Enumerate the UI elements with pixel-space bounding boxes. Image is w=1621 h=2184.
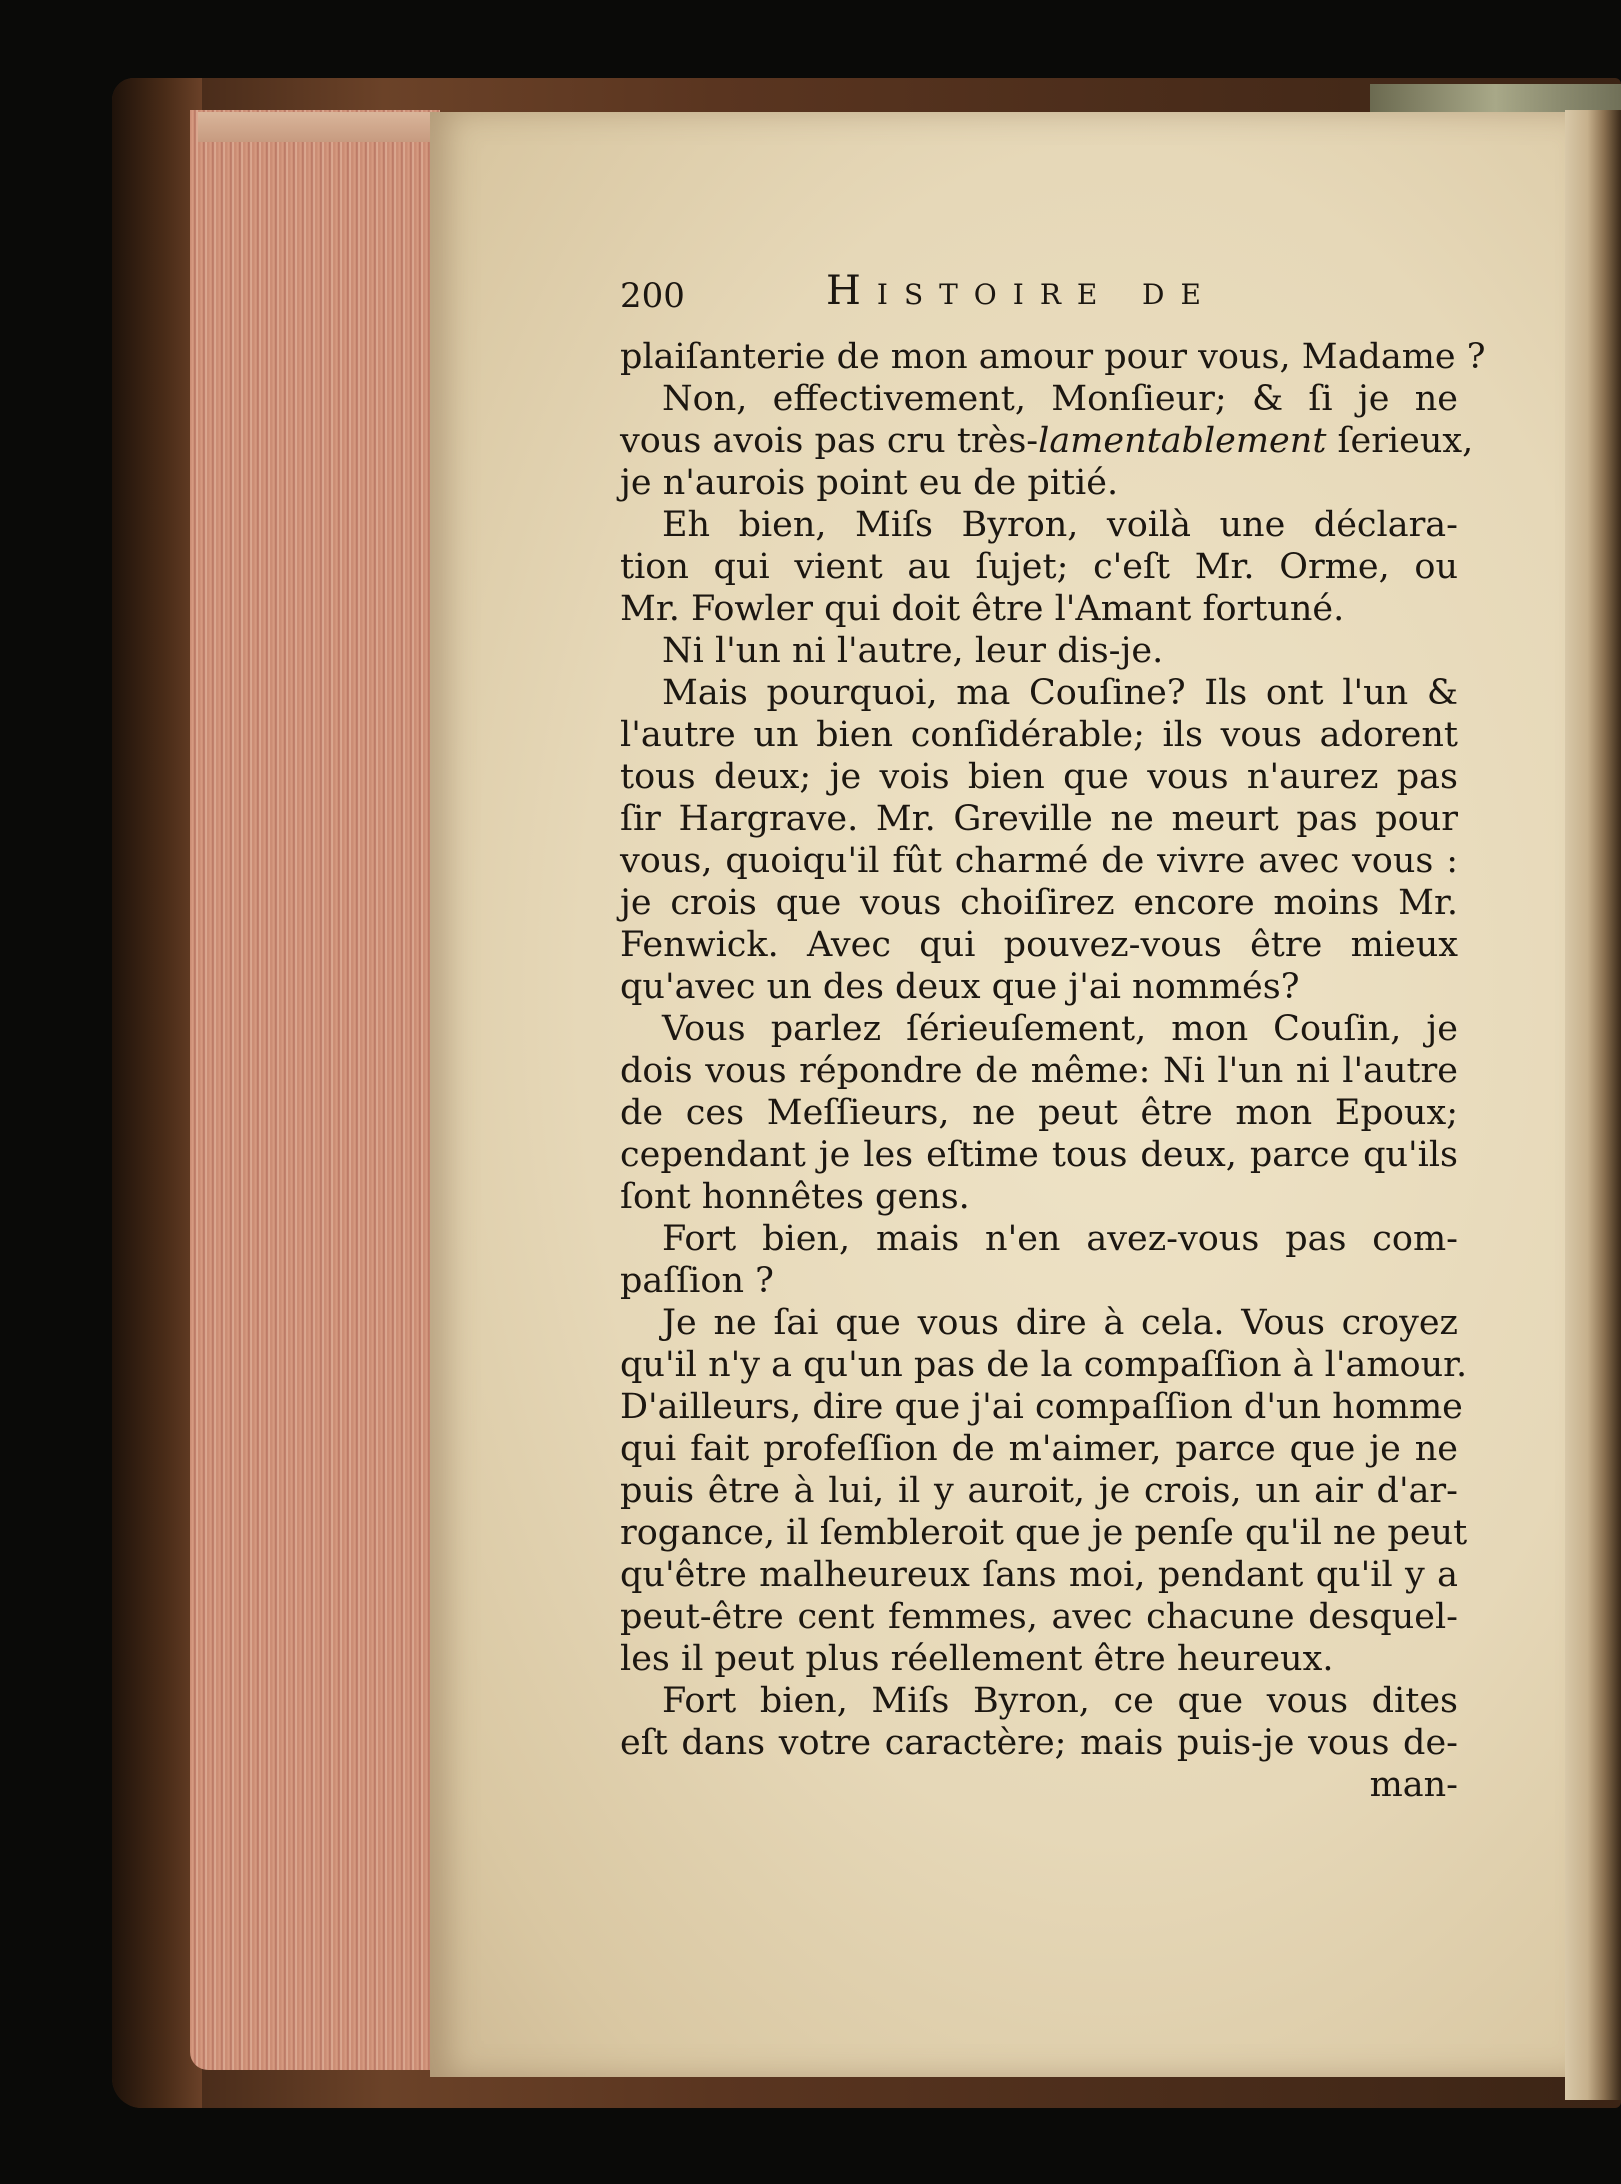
text-line: Non, effectivement, Monſieur; & ſi je ne [662, 379, 1458, 419]
text-line: Je ne ſai que vous dire à cela. Vous croyez [662, 1303, 1458, 1343]
text-line: Ni l'un ni l'autre, leur dis-je. [662, 631, 1164, 671]
book-spine [112, 78, 202, 2108]
catchword: man- [1369, 1765, 1458, 1805]
text-line: les il peut plus réellement être heureux. [620, 1639, 1334, 1679]
text-line: peut-être cent femmes, avec chacune desquel- [620, 1597, 1458, 1637]
text-line: je crois que vous choiſirez encore moins Mr. [620, 883, 1458, 923]
text-line: Vous parlez ſérieuſement, mon Couſin, je [662, 1009, 1458, 1049]
text-line: D'ailleurs, dire que j'ai compaſſion d'un homme [620, 1387, 1463, 1427]
text-line-start: vous avois pas cru très- [620, 421, 1039, 461]
text-line: vous, quoiqu'il fût charmé de vivre avec vous : [620, 841, 1458, 881]
text-line: ſont honnêtes gens. [620, 1177, 970, 1217]
italic-word: lamentablement [1038, 421, 1327, 461]
text-line: tion qui vient au ſujet; c'eſt Mr. Orme, ou [620, 547, 1458, 587]
text-line: de ces Meſſieurs, ne peut être mon Epoux; [620, 1093, 1458, 1133]
text-line: ſir Hargrave. Mr. Greville ne meurt pas pour [620, 799, 1458, 839]
page-number: 200 [620, 276, 685, 316]
text-line: cependant je les eſtime tous deux, parce qu'ils [620, 1135, 1458, 1175]
text-line: qui fait profeſſion de m'aimer, parce que je ne [620, 1429, 1458, 1469]
text-line: Fort bien, mais n'en avez-vous pas com- [662, 1219, 1458, 1259]
text-line: plaiſanterie de mon amour pour vous, Madame ? [620, 337, 1486, 377]
running-head [620, 268, 1320, 318]
text-line: Eh bien, Miſs Byron, voilà une déclara- [662, 505, 1458, 545]
text-line: l'autre un bien conſidérable; ils vous adorent [620, 715, 1458, 755]
text-line: puis être à lui, il y auroit, je crois, un air d'ar- [620, 1471, 1458, 1511]
text-line: Mr. Fowler qui doit être l'Amant fortuné. [620, 589, 1345, 629]
text-line [620, 420, 1474, 462]
text-line: je n'aurois point eu de pitié. [620, 463, 1119, 503]
page-edges [190, 110, 440, 2070]
text-line: qu'être malheureux ſans moi, pendant qu'il y a [620, 1555, 1458, 1595]
text-line: Fort bien, Miſs Byron, ce que vous dites [662, 1681, 1458, 1721]
text-line: dois vous répondre de même: Ni l'un ni l'autre [620, 1051, 1458, 1091]
text-line: Fenwick. Avec qui pouvez-vous être mieux [620, 925, 1458, 965]
text-line: qu'avec un des deux que j'ai nommés? [620, 967, 1300, 1007]
text-line: tous deux; je vois bien que vous n'aurez pas [620, 757, 1458, 797]
text-line-end: ſerieux, [1337, 421, 1474, 461]
page-edges-top [198, 112, 448, 142]
text-line: Mais pourquoi, ma Couſine? Ils ont l'un & [662, 673, 1458, 713]
text-line: qu'il n'y a qu'un pas de la compaſſion à l'amour. [620, 1345, 1468, 1385]
text-line: eſt dans votre caractère; mais puis-je vous de- [620, 1723, 1458, 1763]
text-line: rogance, il ſembleroit que je penſe qu'il ne peut [620, 1513, 1468, 1553]
text-line: paſſion ? [620, 1261, 774, 1301]
running-title: Histoire de [826, 268, 1217, 314]
facing-page-edge [1565, 110, 1621, 2100]
